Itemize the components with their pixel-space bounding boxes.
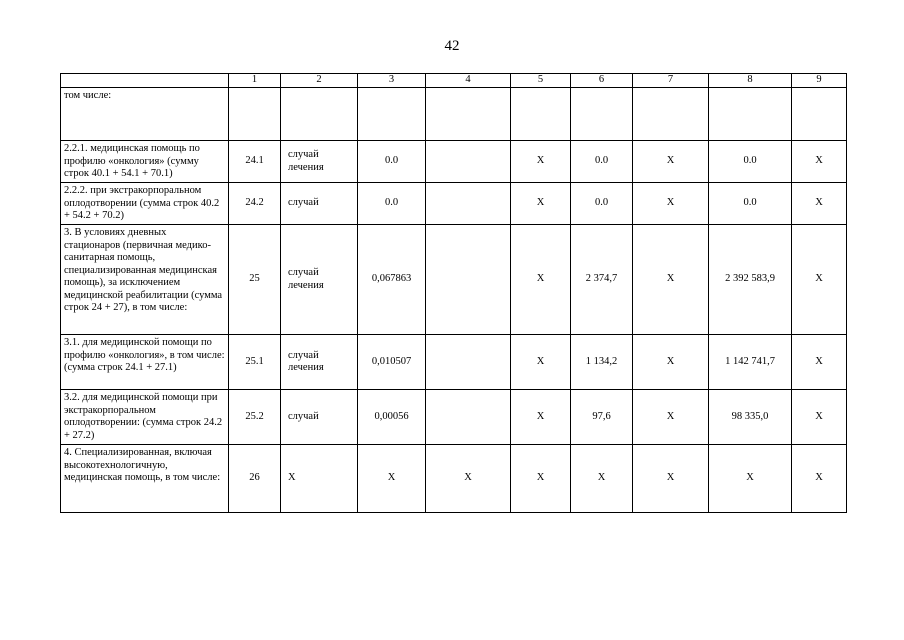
table-cell: X [792,225,847,335]
header-cell: 8 [709,74,792,88]
table-cell [426,335,511,390]
table-cell: 0,00056 [358,390,426,445]
table-cell: 25.2 [229,390,281,445]
table-cell: X [633,141,709,183]
table-cell: 24.2 [229,183,281,225]
table-cell [426,141,511,183]
table-cell: 24.1 [229,141,281,183]
table-cell: 0.0 [571,141,633,183]
table-cell: 0.0 [358,183,426,225]
header-cell [61,74,229,88]
table-cell: 26 [229,445,281,513]
table-cell: X [633,445,709,513]
row-name: том числе: [61,88,229,141]
page-number: 42 [444,38,460,54]
header-cell: 6 [571,74,633,88]
table-cell: X [511,141,571,183]
table-cell [571,88,633,141]
table-cell: X [358,445,426,513]
table-cell: 98 335,0 [709,390,792,445]
table-cell: 2 392 583,9 [709,225,792,335]
table-cell [709,88,792,141]
row-name: 2.2.1. медицинская помощь по профилю «онкология» (сумму строк 40.1 + 54.1 + 70.1) [61,141,229,183]
table-cell: случай лечения [281,335,358,390]
table-cell: X [511,390,571,445]
table-row [61,141,847,183]
row-name: 3. В условиях дневных стационаров (первичная медико-санитарная помощь, специализированная медицинская помощь), за исключением медицинской реабилитации (сумма строк 24 + 27), в том числе: [61,225,229,335]
header-cell: 4 [426,74,511,88]
table-cell: X [792,445,847,513]
table-cell: 0.0 [358,141,426,183]
row-name: 2.2.2. при экстракорпоральном оплодотворении (сумма строк 40.2 + 54.2 + 70.2) [61,183,229,225]
table-cell: случай лечения [281,225,358,335]
table-cell: 1 142 741,7 [709,335,792,390]
table-cell [511,88,571,141]
row-name: 4. Специализированная, включая высокотехнологичную, медицинская помощь, в том числе: [61,445,229,513]
table-cell [358,88,426,141]
table-cell: X [792,335,847,390]
table-cell: 97,6 [571,390,633,445]
header-cell: 1 [229,74,281,88]
table-cell [426,88,511,141]
table-cell [633,88,709,141]
table-cell: 25.1 [229,335,281,390]
table-cell [426,225,511,335]
table-cell: 2 374,7 [571,225,633,335]
table-cell: X [511,225,571,335]
table-cell: X [511,445,571,513]
table-cell: X [633,390,709,445]
table-cell: X [709,445,792,513]
row-name: 3.2. для медицинской помощи при экстракорпоральном оплодотворении: (сумма строк 24.2 + 27.2) [61,390,229,445]
table-cell: 0.0 [709,141,792,183]
table-cell: X [281,445,358,513]
table-cell: X [792,390,847,445]
table-cell: 1 134,2 [571,335,633,390]
table-cell: X [792,141,847,183]
table-cell: 0.0 [571,183,633,225]
table-cell: случай [281,183,358,225]
table-cell: X [511,183,571,225]
table-row [61,445,847,513]
table-row [61,225,847,335]
table-cell: 0,067863 [358,225,426,335]
table-cell: X [633,335,709,390]
table-row [61,88,847,141]
table-cell [792,88,847,141]
table-cell: 0.0 [709,183,792,225]
row-name: 3.1. для медицинской помощи по профилю «онкология», в том числе: (сумма строк 24.1 + 27.1) [61,335,229,390]
header-cell: 3 [358,74,426,88]
table-cell: X [571,445,633,513]
column-number-row [61,74,847,88]
table-cell: X [511,335,571,390]
table-cell: X [426,445,511,513]
table-row [61,390,847,445]
table-cell: X [633,183,709,225]
header-cell: 9 [792,74,847,88]
table-cell [426,390,511,445]
table-cell [229,88,281,141]
data-table [60,73,847,513]
table-cell: 25 [229,225,281,335]
header-cell: 7 [633,74,709,88]
table-row [61,183,847,225]
table-cell: X [633,225,709,335]
table-cell: X [792,183,847,225]
table-cell: случай лечения [281,141,358,183]
table-cell: 0,010507 [358,335,426,390]
table-row [61,335,847,390]
header-cell: 2 [281,74,358,88]
table-cell: случай [281,390,358,445]
header-cell: 5 [511,74,571,88]
table-cell [426,183,511,225]
table-cell [281,88,358,141]
